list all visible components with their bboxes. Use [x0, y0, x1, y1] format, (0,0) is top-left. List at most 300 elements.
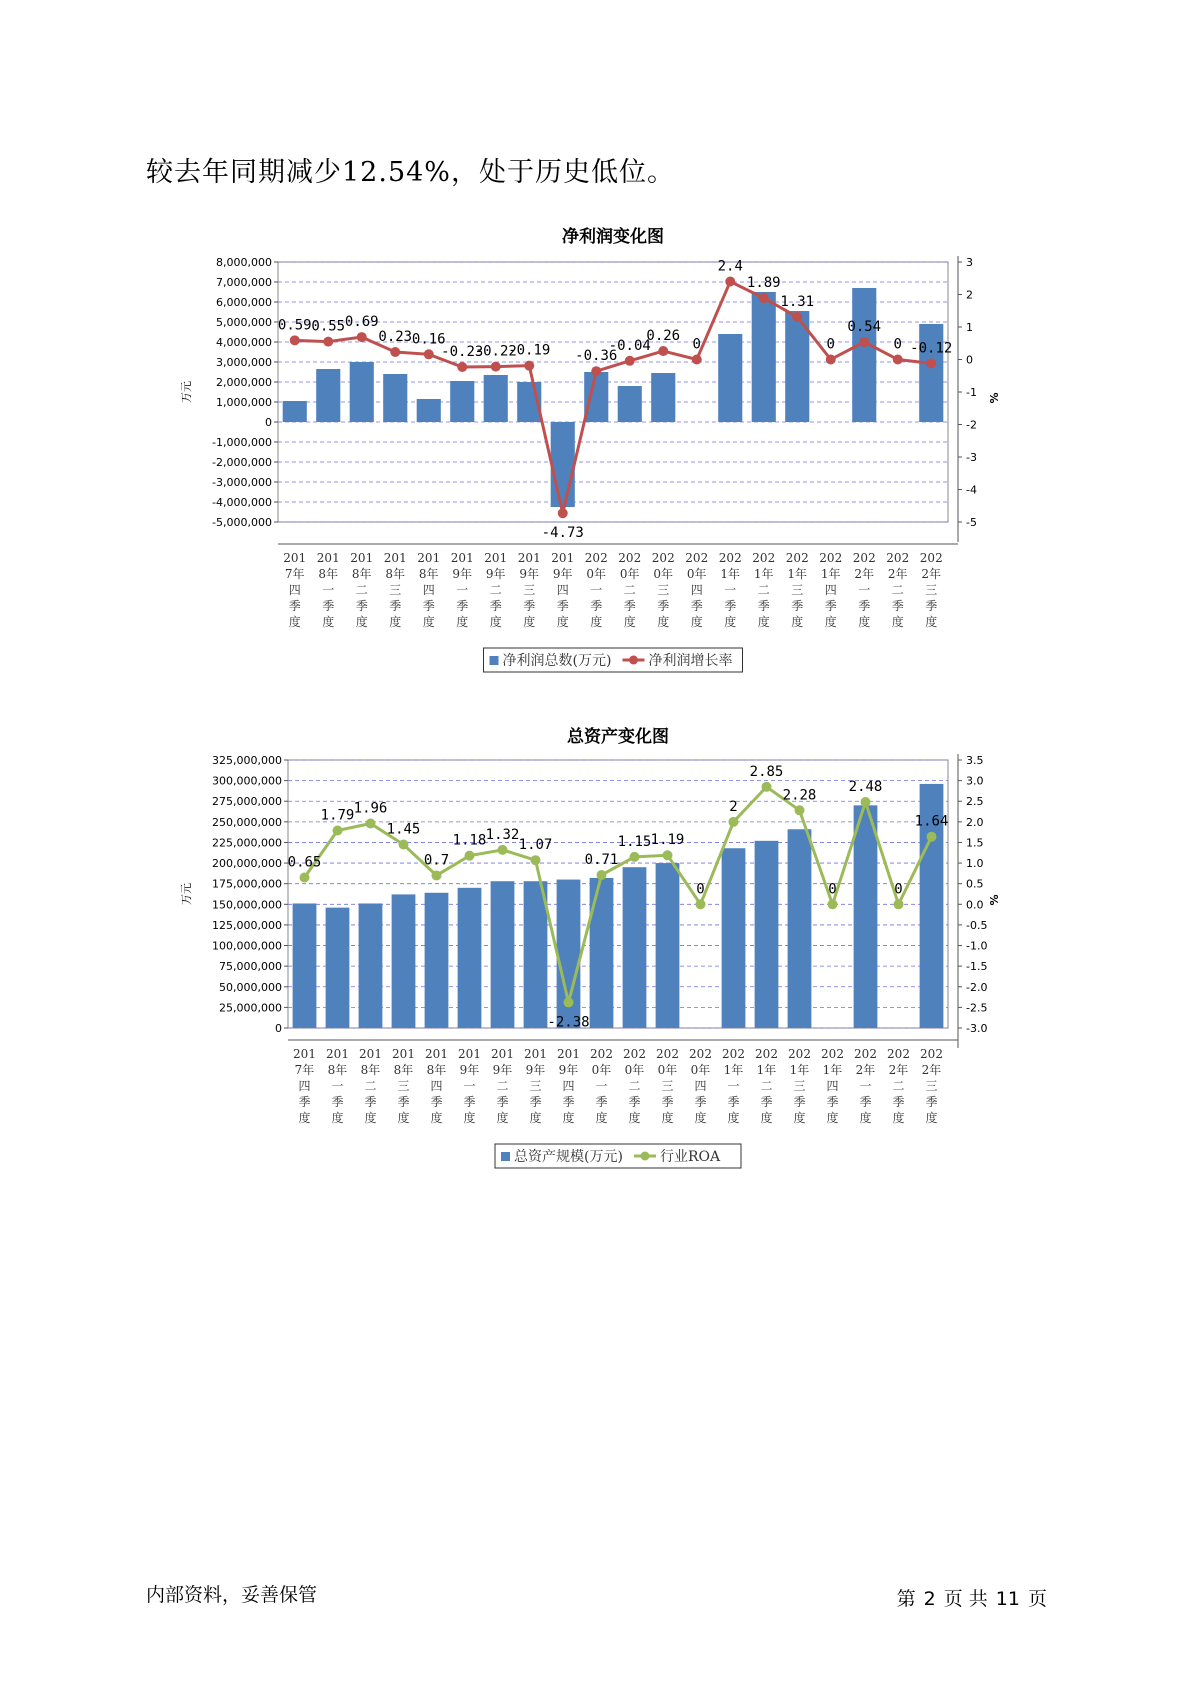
- category-label: 7年: [284, 567, 305, 581]
- bar: [524, 881, 548, 1028]
- line-point: [663, 850, 673, 860]
- category-label: 度: [757, 615, 770, 629]
- category-label: 度: [298, 1111, 311, 1125]
- category-label: 季: [595, 1095, 608, 1109]
- net-profit-chart: [0, 210, 1191, 690]
- data-label: 1.64: [914, 813, 949, 830]
- category-label: 二: [891, 583, 904, 597]
- category-label: 一: [727, 1079, 740, 1093]
- category-label: 0年: [657, 1063, 678, 1077]
- data-label: -2.38: [547, 1014, 590, 1031]
- category-label: 202: [819, 551, 843, 565]
- category-label: 二: [623, 583, 636, 597]
- category-label: 三: [793, 1079, 806, 1093]
- data-label: 1.89: [746, 275, 781, 292]
- right-tick-label: -1.0: [966, 939, 988, 953]
- intro-text: 较去年同期减少12.54%，处于历史低位。: [146, 157, 675, 188]
- right-tick-label: 2.0: [966, 815, 984, 829]
- category-label: 202: [623, 1047, 646, 1061]
- category-label: 202: [887, 1047, 910, 1061]
- category-label: 1年: [822, 1063, 843, 1077]
- category-label: 度: [355, 615, 368, 629]
- right-tick-label: 1.0: [966, 857, 984, 871]
- category-label: 201: [283, 551, 307, 565]
- data-label: 2.48: [848, 779, 883, 796]
- category-label: 季: [925, 599, 938, 613]
- line-point: [357, 332, 367, 342]
- legend-bar-swatch: [490, 656, 499, 665]
- category-label: 度: [397, 1111, 410, 1125]
- category-label: 201: [417, 551, 441, 565]
- line-point: [591, 366, 601, 376]
- category-label: 8年: [418, 567, 439, 581]
- line-point: [725, 277, 735, 287]
- category-label: 季: [824, 599, 837, 613]
- line-point: [498, 845, 508, 855]
- line-point: [762, 782, 772, 792]
- category-label: 7年: [294, 1063, 315, 1077]
- category-label: 二: [892, 1079, 905, 1093]
- category-label: 季: [496, 1095, 509, 1109]
- category-label: 季: [556, 599, 569, 613]
- category-label: 0年: [653, 567, 674, 581]
- category-label: 度: [628, 1111, 641, 1125]
- category-label: 2年: [888, 1063, 909, 1077]
- category-label: 度: [590, 615, 603, 629]
- left-tick-label: 125,000,000: [212, 918, 282, 932]
- data-label: 2.28: [782, 787, 817, 804]
- category-label: 202: [919, 551, 943, 565]
- line-point: [729, 817, 739, 827]
- category-label: 季: [661, 1095, 674, 1109]
- category-label: 2年: [854, 567, 875, 581]
- data-label: 1.31: [780, 293, 815, 310]
- data-label: -0.22: [474, 343, 517, 360]
- left-tick-label: 175,000,000: [212, 877, 282, 891]
- category-label: 201: [450, 551, 474, 565]
- category-label: 季: [892, 1095, 905, 1109]
- right-tick-label: 3.0: [966, 774, 984, 788]
- data-label: 0.54: [847, 318, 882, 335]
- category-label: 二: [757, 583, 770, 597]
- bar: [417, 399, 441, 422]
- line-point: [861, 797, 871, 807]
- line-point: [597, 870, 607, 880]
- line-point: [792, 312, 802, 322]
- category-label: 201: [557, 1047, 580, 1061]
- category-label: 季: [724, 599, 737, 613]
- line-point: [759, 293, 769, 303]
- bar: [623, 867, 647, 1028]
- bar: [283, 401, 307, 422]
- bar: [425, 893, 449, 1028]
- category-label: 8年: [360, 1063, 381, 1077]
- category-label: 202: [755, 1047, 778, 1061]
- category-label: 季: [430, 1095, 443, 1109]
- category-label: 0年: [591, 1063, 612, 1077]
- category-label: 9年: [492, 1063, 513, 1077]
- category-label: 1年: [723, 1063, 744, 1077]
- category-label: 三: [397, 1079, 410, 1093]
- data-label: 0: [893, 336, 902, 353]
- category-label: 季: [891, 599, 904, 613]
- category-label: 一: [595, 1079, 608, 1093]
- data-label: 0: [692, 336, 701, 353]
- line-point: [564, 997, 574, 1007]
- category-label: 季: [523, 599, 536, 613]
- category-label: 一: [590, 583, 603, 597]
- left-tick-label: -5,000,000: [212, 516, 272, 529]
- chart-title: 总资产变化图: [567, 727, 669, 747]
- category-label: 9年: [525, 1063, 546, 1077]
- category-label: 季: [590, 599, 603, 613]
- line-point: [658, 346, 668, 356]
- category-label: 1年: [753, 567, 774, 581]
- category-label: 2年: [921, 1063, 942, 1077]
- category-label: 二: [628, 1079, 641, 1093]
- category-label: 四: [562, 1079, 575, 1093]
- right-tick-label: 0.0: [966, 898, 984, 912]
- page-indicator: [893, 1584, 1051, 1611]
- left-tick-label: 25,000,000: [219, 1001, 282, 1015]
- bar: [484, 375, 508, 422]
- category-label: 度: [595, 1111, 608, 1125]
- left-tick-label: 0: [265, 416, 272, 429]
- category-label: 201: [484, 551, 508, 565]
- category-label: 202: [689, 1047, 712, 1061]
- data-label: 1.15: [617, 833, 652, 850]
- category-label: 四: [690, 583, 703, 597]
- right-tick-label: -3.0: [966, 1022, 988, 1035]
- page-mid: 页 共: [943, 1588, 988, 1610]
- bar: [350, 362, 374, 422]
- bar: [383, 374, 407, 422]
- category-label: 9年: [452, 567, 473, 581]
- left-tick-label: -2,000,000: [212, 456, 272, 469]
- data-label: 1.45: [386, 821, 421, 838]
- left-tick-label: 2,000,000: [216, 376, 272, 389]
- category-label: 202: [752, 551, 776, 565]
- bar: [788, 829, 812, 1028]
- legend-line-marker: [629, 656, 638, 665]
- line-point: [927, 832, 937, 842]
- right-tick-label: -1: [966, 386, 977, 399]
- line-point: [465, 851, 475, 861]
- bar: [491, 881, 515, 1028]
- category-label: 9年: [552, 567, 573, 581]
- category-label: 一: [331, 1079, 344, 1093]
- category-label: 度: [529, 1111, 542, 1125]
- data-label: 0.23: [378, 329, 413, 346]
- category-label: 三: [389, 583, 402, 597]
- category-label: 季: [389, 599, 402, 613]
- right-tick-label: -2.0: [966, 980, 988, 994]
- left-tick-label: 325,000,000: [212, 754, 282, 767]
- category-label: 三: [925, 1079, 938, 1093]
- line-point: [491, 362, 501, 372]
- bar: [316, 369, 340, 422]
- data-label: 2.4: [717, 258, 743, 275]
- left-axis-label: 万元: [180, 381, 193, 403]
- left-tick-label: 100,000,000: [212, 939, 282, 953]
- category-label: 8年: [393, 1063, 414, 1077]
- category-label: 季: [463, 1095, 476, 1109]
- left-tick-label: 6,000,000: [216, 296, 272, 309]
- category-label: 202: [852, 551, 876, 565]
- data-label: 0.7: [423, 852, 450, 869]
- line-point: [894, 899, 904, 909]
- category-label: 0年: [686, 567, 707, 581]
- data-label: 0.71: [584, 852, 619, 869]
- data-label: 0: [828, 881, 837, 898]
- category-label: 四: [288, 583, 301, 597]
- data-label: 0: [894, 881, 903, 898]
- data-label: 1.32: [485, 826, 520, 843]
- line-point: [366, 818, 376, 828]
- data-label: 1.79: [320, 807, 355, 824]
- category-label: 季: [322, 599, 335, 613]
- category-label: 度: [430, 1111, 443, 1125]
- category-label: 季: [364, 1095, 377, 1109]
- plot-area: [278, 262, 948, 522]
- category-label: 202: [785, 551, 809, 565]
- category-label: 度: [724, 615, 737, 629]
- data-label: 2: [729, 798, 738, 815]
- legend-bar-label: 净利润总数(万元): [502, 653, 612, 669]
- category-label: 8年: [327, 1063, 348, 1077]
- category-label: 2年: [921, 567, 942, 581]
- category-label: 度: [791, 615, 804, 629]
- legend-line-label: 行业ROA: [660, 1149, 721, 1165]
- category-label: 202: [920, 1047, 943, 1061]
- category-label: 201: [316, 551, 340, 565]
- data-label: -4.73: [541, 525, 584, 542]
- category-label: 201: [517, 551, 541, 565]
- line-point: [524, 361, 534, 371]
- category-label: 季: [489, 599, 502, 613]
- left-tick-label: -3,000,000: [212, 476, 272, 489]
- category-label: 四: [826, 1079, 839, 1093]
- category-label: 0年: [624, 1063, 645, 1077]
- category-label: 8年: [318, 567, 339, 581]
- right-tick-label: -2: [966, 418, 977, 432]
- right-tick-label: 1.5: [966, 836, 984, 850]
- category-label: 季: [623, 599, 636, 613]
- left-tick-label: 200,000,000: [212, 857, 282, 871]
- line-point: [399, 840, 409, 850]
- line-point: [625, 356, 635, 366]
- line-point: [333, 826, 343, 836]
- left-tick-label: 0: [275, 1022, 282, 1035]
- category-label: 9年: [558, 1063, 579, 1077]
- category-label: 季: [456, 599, 469, 613]
- category-label: 201: [491, 1047, 514, 1061]
- chart-title: 净利润变化图: [562, 227, 664, 247]
- category-label: 1年: [789, 1063, 810, 1077]
- category-label: 201: [293, 1047, 316, 1061]
- line-point: [390, 347, 400, 357]
- category-label: 201: [383, 551, 407, 565]
- category-label: 四: [430, 1079, 443, 1093]
- page-number: 2: [923, 1588, 936, 1610]
- bar: [852, 288, 876, 422]
- category-label: 季: [727, 1095, 740, 1109]
- data-label: 1.07: [518, 837, 553, 854]
- category-label: 201: [551, 551, 575, 565]
- right-tick-label: 2.5: [966, 795, 984, 809]
- data-label: 0.69: [344, 314, 379, 331]
- data-label: 1.96: [353, 800, 388, 817]
- category-label: 度: [523, 615, 536, 629]
- data-label: 1.19: [650, 832, 685, 849]
- line-point: [531, 855, 541, 865]
- category-label: 201: [326, 1047, 349, 1061]
- category-label: 201: [350, 551, 374, 565]
- left-tick-label: 1,000,000: [216, 396, 272, 409]
- footer-note: 内部资料，妥善保管: [146, 1584, 318, 1606]
- category-label: 季: [694, 1095, 707, 1109]
- category-label: 四: [694, 1079, 707, 1093]
- category-label: 度: [925, 615, 938, 629]
- data-label: 1.18: [452, 832, 487, 849]
- category-label: 1年: [720, 567, 741, 581]
- category-label: 度: [556, 615, 569, 629]
- category-label: 201: [524, 1047, 547, 1061]
- category-label: 季: [562, 1095, 575, 1109]
- right-tick-label: 0: [966, 353, 973, 367]
- category-label: 201: [392, 1047, 415, 1061]
- category-label: 度: [858, 615, 871, 629]
- category-label: 一: [724, 583, 737, 597]
- category-label: 8年: [351, 567, 372, 581]
- bar: [450, 381, 474, 422]
- category-label: 8年: [426, 1063, 447, 1077]
- category-label: 季: [397, 1095, 410, 1109]
- category-label: 度: [331, 1111, 344, 1125]
- left-tick-label: 225,000,000: [212, 836, 282, 850]
- legend-line-marker: [641, 1152, 650, 1161]
- category-label: 9年: [459, 1063, 480, 1077]
- data-label: 0.55: [311, 318, 346, 335]
- line-point: [300, 873, 310, 883]
- category-label: 度: [496, 1111, 509, 1125]
- right-tick-label: 3: [966, 256, 973, 269]
- left-axis-label: 万元: [180, 883, 193, 905]
- right-tick-label: 1: [966, 321, 973, 334]
- category-label: 季: [826, 1095, 839, 1109]
- category-label: 季: [298, 1095, 311, 1109]
- right-tick-label: 0.5: [966, 877, 984, 891]
- right-tick-label: 2: [966, 288, 973, 302]
- left-tick-label: 5,000,000: [216, 316, 272, 329]
- bar: [919, 324, 943, 422]
- line-point: [290, 335, 300, 345]
- category-label: 度: [389, 615, 402, 629]
- legend-bar-label: 总资产规模(万元): [514, 1149, 623, 1165]
- bar: [722, 848, 746, 1028]
- category-label: 三: [657, 583, 670, 597]
- category-label: 0年: [690, 1063, 711, 1077]
- category-label: 二: [496, 1079, 509, 1093]
- line-point: [795, 805, 805, 815]
- category-label: 度: [562, 1111, 575, 1125]
- category-label: 三: [523, 583, 536, 597]
- left-tick-label: 4,000,000: [216, 336, 272, 349]
- category-label: 四: [824, 583, 837, 597]
- data-label: 0.26: [646, 328, 681, 345]
- category-label: 四: [422, 583, 435, 597]
- right-tick-label: 3.5: [966, 754, 984, 767]
- bar: [656, 863, 680, 1028]
- line-point: [893, 355, 903, 365]
- category-label: 202: [854, 1047, 877, 1061]
- line-point: [323, 337, 333, 347]
- line-point: [432, 870, 442, 880]
- category-label: 季: [859, 1095, 872, 1109]
- right-axis-label: %: [988, 894, 1001, 906]
- data-label: -0.36: [575, 348, 618, 365]
- category-label: 202: [618, 551, 642, 565]
- bar: [755, 841, 779, 1028]
- category-label: 度: [422, 615, 435, 629]
- category-label: 度: [690, 615, 703, 629]
- category-label: 202: [590, 1047, 613, 1061]
- category-label: 202: [821, 1047, 844, 1061]
- right-tick-label: -0.5: [966, 918, 988, 932]
- category-label: 一: [456, 583, 469, 597]
- left-tick-label: 150,000,000: [212, 898, 282, 912]
- category-label: 度: [892, 1111, 905, 1125]
- category-label: 度: [364, 1111, 377, 1125]
- left-tick-label: 75,000,000: [219, 960, 282, 974]
- category-label: 8年: [385, 567, 406, 581]
- category-label: 季: [690, 599, 703, 613]
- category-label: 1年: [756, 1063, 777, 1077]
- category-label: 度: [489, 615, 502, 629]
- left-tick-label: -4,000,000: [212, 496, 272, 509]
- bar: [551, 422, 575, 507]
- category-label: 度: [826, 1111, 839, 1125]
- line-point: [826, 355, 836, 365]
- bar: [718, 334, 742, 422]
- data-label: -0.23: [441, 343, 484, 360]
- category-label: 二: [760, 1079, 773, 1093]
- category-label: 季: [529, 1095, 542, 1109]
- left-tick-label: 7,000,000: [216, 276, 272, 289]
- bar: [854, 805, 878, 1028]
- category-label: 202: [685, 551, 709, 565]
- data-label: -0.04: [608, 337, 651, 354]
- data-label: 0.65: [287, 854, 322, 871]
- category-label: 9年: [519, 567, 540, 581]
- right-tick-label: -3: [966, 451, 977, 464]
- page-prefix: 第: [896, 1588, 916, 1610]
- category-label: 度: [288, 615, 301, 629]
- category-label: 一: [322, 583, 335, 597]
- category-label: 季: [628, 1095, 641, 1109]
- total-assets-chart: [0, 710, 1191, 1180]
- bar: [326, 908, 350, 1028]
- category-label: 一: [858, 583, 871, 597]
- category-label: 季: [858, 599, 871, 613]
- category-label: 201: [359, 1047, 382, 1061]
- line-point: [828, 899, 838, 909]
- page-total: 11: [995, 1588, 1020, 1610]
- data-label: 0.59: [277, 317, 312, 334]
- category-label: 一: [859, 1079, 872, 1093]
- line-point: [630, 852, 640, 862]
- category-label: 202: [584, 551, 608, 565]
